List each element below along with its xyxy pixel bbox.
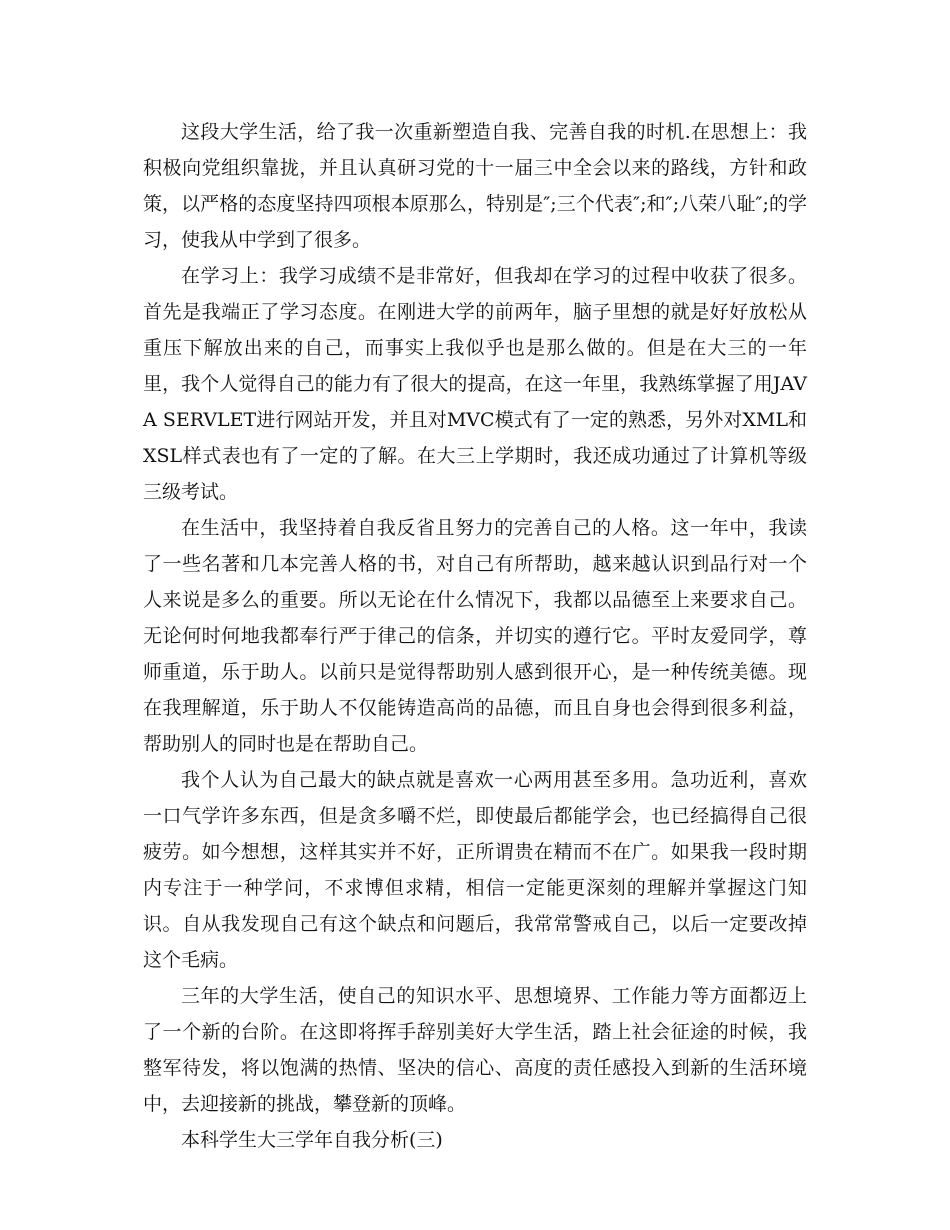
paragraph-shortcoming: 我个人认为自己最大的缺点就是喜欢一心两用甚至多用。急功近利，喜欢一口气学许多东西，但是贪多嚼不烂，即使最后都能学会，也已经搞得自己很疲劳。如今想想，这样其实并不好，正所谓贵在精而不在广。如果我一段时期内专注于一种学问，不求博但求精，相信一定能更深刻的理解并掌握这门知识。自从我发现自己有这个缺点和问题后，我常常警戒自己，以后一定要改掉这个毛病。 <box>143 769 807 971</box>
section-heading: 本科学生大三学年自我分析(三) <box>181 1129 443 1151</box>
paragraph-study: 在学习上：我学习成绩不是非常好，但我却在学习的过程中收获了很多。首先是我端正了学习态度。在刚进大学的前两年，脑子里想的就是好好放松从重压下解放出来的自己，而事实上我似乎也是那么做的。但是在大三的一年里，我个人觉得自己的能力有了很大的提高，在这一年里，我熟练掌握了用JAVA SERVLET进行网站开发，并且对MVC模式有了一定的熟悉，另外对XML和XSL样式表也有了一定的了解。在大三上学期时，我还成功通过了计算机等级三级考试。 <box>143 265 807 503</box>
paragraph-summary: 三年的大学生活，使自己的知识水平、思想境界、工作能力等方面都迈上了一个新的台阶。在这即将挥手辞别美好大学生活，踏上社会征途的时候，我整军待发，将以饱满的热情、坚决的信心、高度的责任感投入到新的生活环境中，去迎接新的挑战，攀登新的顶峰。 <box>143 985 807 1115</box>
document-body <box>143 114 807 1158</box>
paragraph-thought: 这段大学生活，给了我一次重新塑造自我、完善自我的时机.在思想上：我积极向党组织靠拢，并且认真研习党的十一届三中全会以来的路线，方针和政策，以严格的态度坚持四项根本原那么，特别是″;三个代表″;和″;八荣八耻″;的学习，使我从中学到了很多。 <box>143 121 807 251</box>
paragraph-life: 在生活中，我坚持着自我反省且努力的完善自己的人格。这一年中，我读了一些名著和几本完善人格的书，对自己有所帮助，越来越认识到品行对一个人来说是多么的重要。所以无论在什么情况下，我都以品德至上来要求自己。无论何时何地我都奉行严于律己的信条，并切实的遵行它。平时友爱同学，尊师重道，乐于助人。以前只是觉得帮助别人感到很开心，是一种传统美德。现在我理解道，乐于助人不仅能铸造高尚的品德，而且自身也会得到很多利益，帮助别人的同时也是在帮助自己。 <box>143 517 807 755</box>
